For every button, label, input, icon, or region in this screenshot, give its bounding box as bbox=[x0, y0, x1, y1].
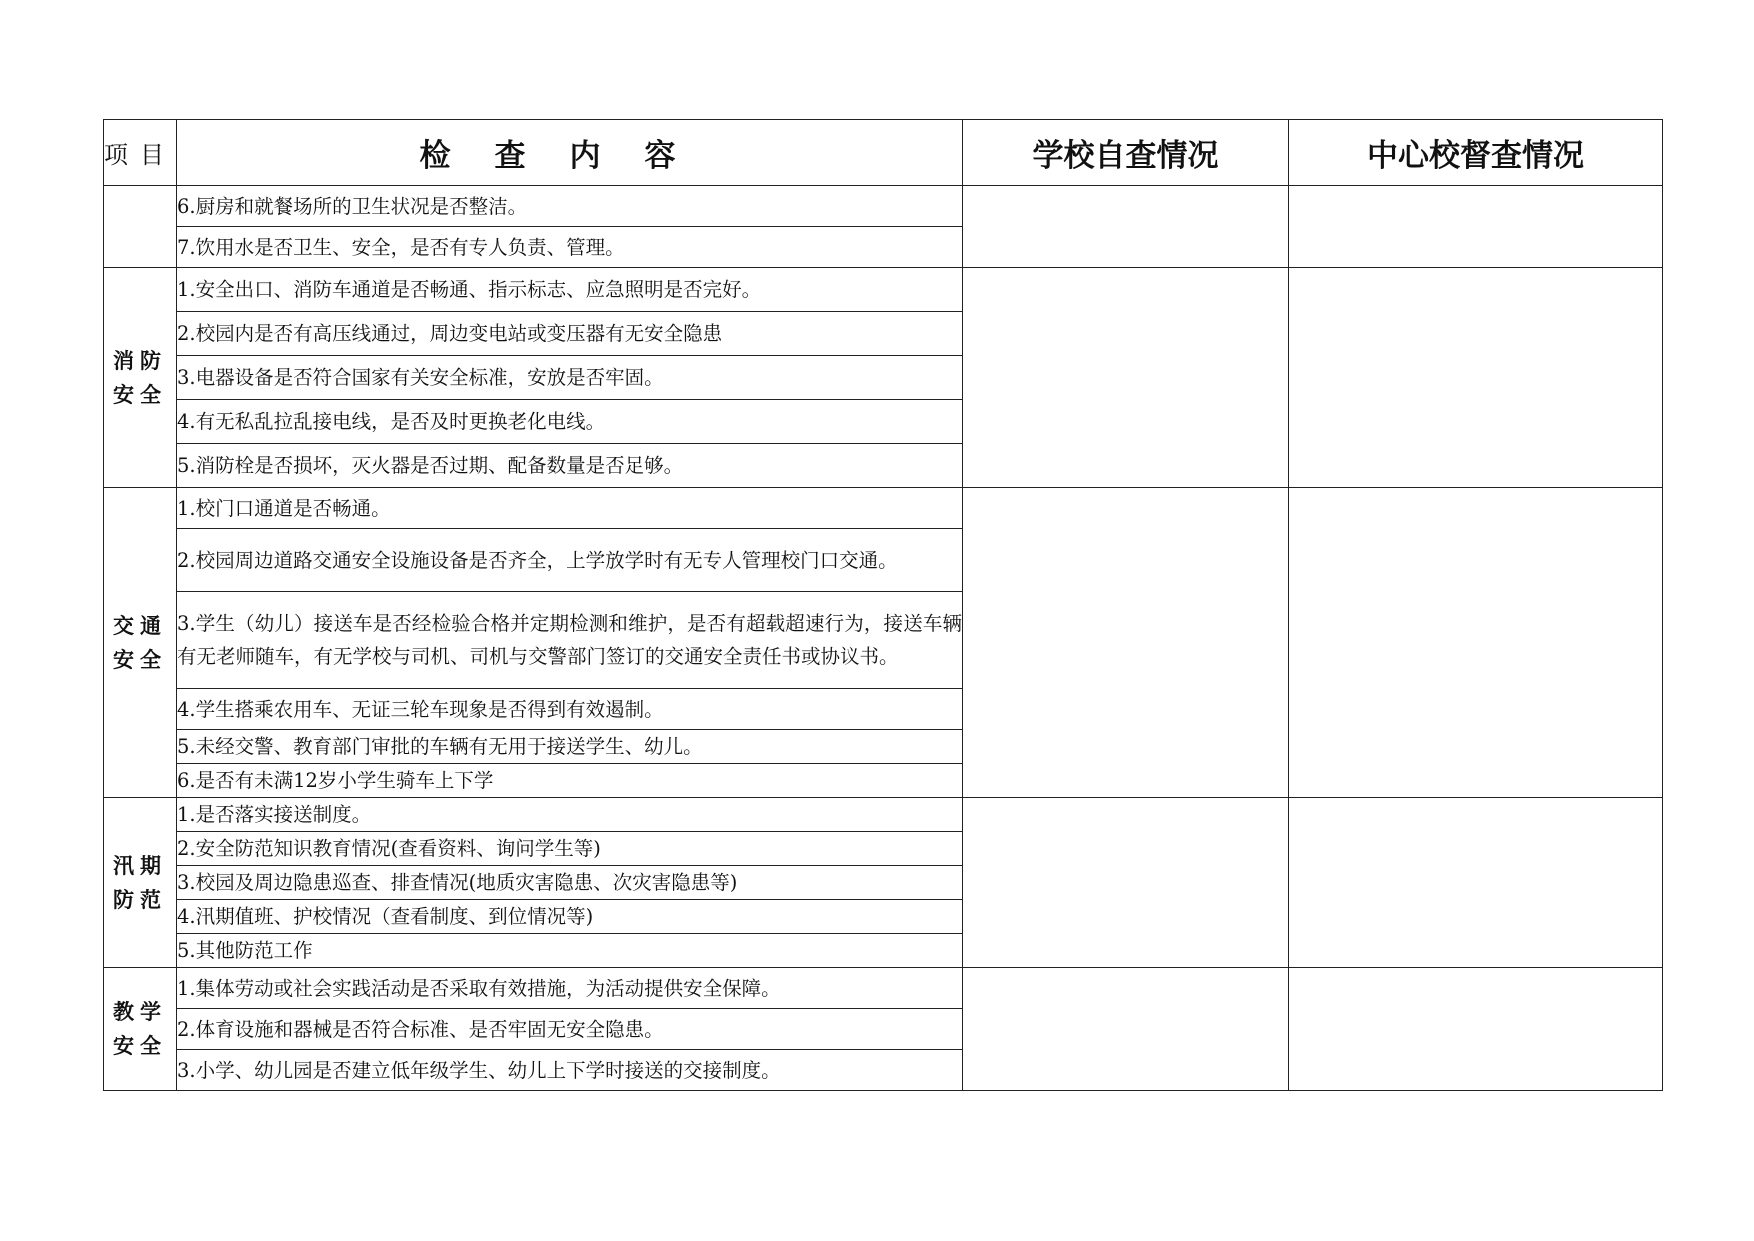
section-label-traffic-safety bbox=[104, 488, 177, 798]
section-label-line2: 安全 bbox=[113, 647, 167, 672]
section-label-line2: 安全 bbox=[113, 382, 167, 407]
table-row bbox=[104, 268, 1663, 312]
self-check-cell[interactable] bbox=[963, 488, 1289, 798]
table-header-row bbox=[104, 120, 1663, 186]
check-item: 3.小学、幼儿园是否建立低年级学生、幼儿上下学时接送的交接制度。 bbox=[177, 1050, 963, 1091]
table-row bbox=[104, 968, 1663, 1009]
self-check-cell[interactable] bbox=[963, 186, 1289, 268]
self-check-cell[interactable] bbox=[963, 798, 1289, 968]
header-self-check: 学校自查情况 bbox=[963, 120, 1289, 186]
check-item: 6.是否有未满12岁小学生骑车上下学 bbox=[177, 764, 963, 798]
check-item: 3.电器设备是否符合国家有关安全标准，安放是否牢固。 bbox=[177, 356, 963, 400]
check-item: 3.学生（幼儿）接送车是否经检验合格并定期检测和维护，是否有超载超速行为，接送车辆有无老师随车，有无学校与司机、司机与交警部门签订的交通安全责任书或协议书。 bbox=[177, 592, 963, 689]
section-label-line2: 防范 bbox=[113, 887, 167, 912]
inspection-table bbox=[103, 119, 1663, 1091]
inspection-form-page bbox=[103, 119, 1662, 1091]
check-item: 2.校园周边道路交通安全设施设备是否齐全，上学放学时有无专人管理校门口交通。 bbox=[177, 529, 963, 592]
check-item: 2.体育设施和器械是否符合标准、是否牢固无安全隐患。 bbox=[177, 1009, 963, 1050]
check-item: 5.其他防范工作 bbox=[177, 934, 963, 968]
check-item: 3.校园及周边隐患巡查、排查情况(地质灾害隐患、次灾害隐患等) bbox=[177, 866, 963, 900]
header-center-check: 中心校督查情况 bbox=[1289, 120, 1663, 186]
table-row bbox=[104, 798, 1663, 832]
section-label-continued bbox=[104, 186, 177, 268]
check-item: 2.校园内是否有高压线通过，周边变电站或变压器有无安全隐患 bbox=[177, 312, 963, 356]
center-check-cell[interactable] bbox=[1289, 968, 1663, 1091]
section-label-line1: 消防 bbox=[113, 348, 167, 373]
section-label-flood-prevention bbox=[104, 798, 177, 968]
table-row bbox=[104, 488, 1663, 529]
section-label-line1: 交通 bbox=[113, 613, 167, 638]
check-item: 4.学生搭乘农用车、无证三轮车现象是否得到有效遏制。 bbox=[177, 689, 963, 730]
section-label-fire-safety bbox=[104, 268, 177, 488]
self-check-cell[interactable] bbox=[963, 968, 1289, 1091]
check-item: 7.饮用水是否卫生、安全，是否有专人负责、管理。 bbox=[177, 227, 963, 268]
self-check-cell[interactable] bbox=[963, 268, 1289, 488]
section-label-line2: 安全 bbox=[113, 1034, 167, 1058]
check-item: 5.未经交警、教育部门审批的车辆有无用于接送学生、幼儿。 bbox=[177, 730, 963, 764]
section-label-teaching-safety bbox=[104, 968, 177, 1091]
section-label-line1: 汛期 bbox=[113, 853, 167, 878]
header-category: 项目 bbox=[104, 120, 177, 186]
center-check-cell[interactable] bbox=[1289, 268, 1663, 488]
check-item: 4.汛期值班、护校情况（查看制度、到位情况等) bbox=[177, 900, 963, 934]
center-check-cell[interactable] bbox=[1289, 798, 1663, 968]
check-item: 1.集体劳动或社会实践活动是否采取有效措施，为活动提供安全保障。 bbox=[177, 968, 963, 1009]
section-label-line1: 教学 bbox=[113, 1000, 167, 1024]
check-item: 6.厨房和就餐场所的卫生状况是否整洁。 bbox=[177, 186, 963, 227]
check-item: 5.消防栓是否损坏，灭火器是否过期、配备数量是否足够。 bbox=[177, 444, 963, 488]
header-content: 检查内容 bbox=[177, 120, 963, 186]
check-item: 2.安全防范知识教育情况(查看资料、询问学生等) bbox=[177, 832, 963, 866]
center-check-cell[interactable] bbox=[1289, 186, 1663, 268]
check-item: 1.是否落实接送制度。 bbox=[177, 798, 963, 832]
table-row bbox=[104, 186, 1663, 227]
center-check-cell[interactable] bbox=[1289, 488, 1663, 798]
check-item: 4.有无私乱拉乱接电线，是否及时更换老化电线。 bbox=[177, 400, 963, 444]
check-item: 1.安全出口、消防车通道是否畅通、指示标志、应急照明是否完好。 bbox=[177, 268, 963, 312]
check-item: 1.校门口通道是否畅通。 bbox=[177, 488, 963, 529]
